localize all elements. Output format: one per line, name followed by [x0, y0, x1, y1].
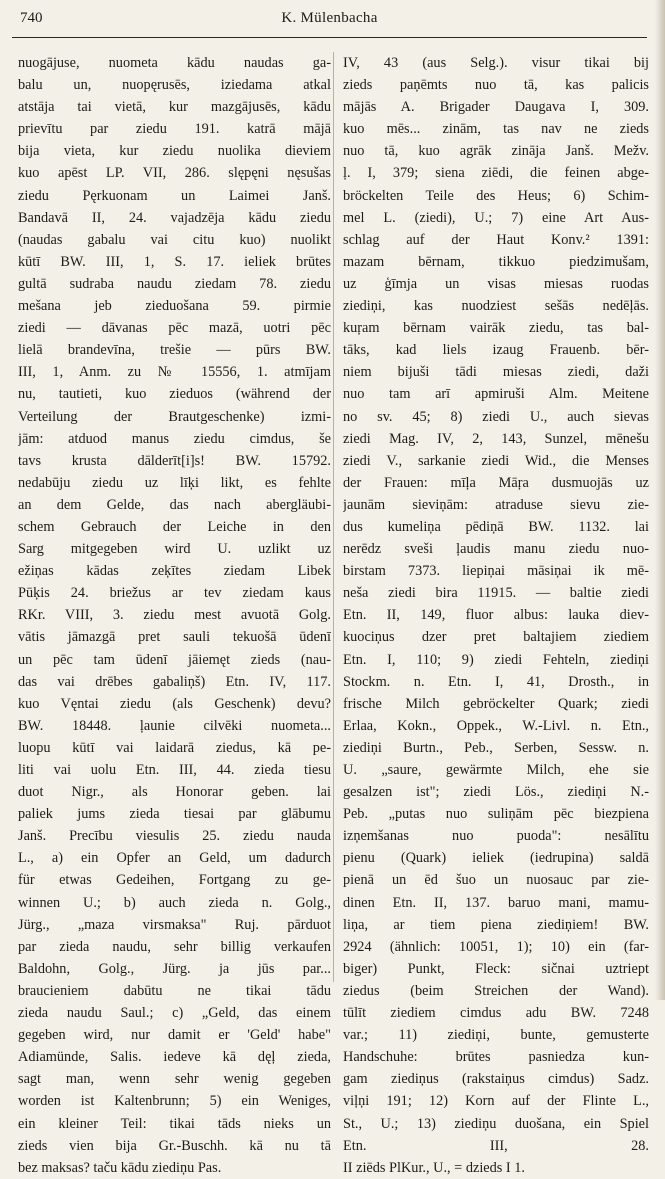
text-line: Janš. Precību viesulis 25. ziedu nauda: [18, 828, 331, 845]
text-line: zieds vien bija Gr.-Buschh. kā nu tā: [18, 1137, 331, 1154]
text-line: Peb. „putas nuo suliņām pēc biezpiena: [343, 806, 649, 823]
text-line: St., U.; 13) ziediņu duošana, ein Spiel: [343, 1115, 649, 1132]
text-line: ziedus (beim Streichen der Wand).: [343, 982, 649, 999]
text-line: jaunām sieviņām: atraduse sievu zie-: [343, 496, 649, 513]
text-line: gesalzen ist"; ziedi Lös., ziediņi N.-: [343, 784, 649, 801]
text-line: kuociņus dzer pret baltajiem ziediem: [343, 629, 649, 646]
text-line: tavs krusta dālderīt[i]s! BW. 15792.: [18, 452, 331, 469]
text-line: nuo tam arī apmiruši Alm. Meitene: [343, 386, 649, 403]
text-line: III, 1, Anm. zu № 15556, 1. atmījam: [18, 364, 331, 381]
text-line: nu, tautieti, kuo zieduos (während der: [18, 386, 331, 403]
text-line: gultā sudraba naudu ziedam 78. ziedu: [18, 275, 331, 292]
text-line: biger) Punkt, Fleck: sičnai uztriept: [343, 960, 649, 977]
text-line: der Frauen: mīļa Māŗa dusmuojās uz: [343, 474, 649, 491]
text-line: zieda naudu Saul.; c) „Geld, das einem: [18, 1005, 331, 1022]
text-line: Bandavā II, 24. vajadzēja kādu ziedu: [18, 209, 331, 226]
text-line: IV, 43 (aus Selg.). visur tikai bij: [343, 55, 649, 71]
text-line: mājās A. Brigader Daugava I, 309.: [343, 99, 649, 116]
text-line: ziedi V., sarkanie ziedi Wid., die Menses: [343, 452, 649, 469]
text-line: schem Gebrauch der Leiche in den: [18, 518, 331, 535]
text-line: Verteilung der Brautgeschenke) izmi-: [18, 408, 331, 425]
text-line: nerēdz sveši ļaudis manu ziedu nuo-: [343, 541, 649, 558]
text-line: gegeben wird, nur damit er 'Geld' habe": [18, 1027, 331, 1044]
text-line: paliek jums zieda tiesai par glābumu: [18, 806, 331, 823]
text-line: ziedi Mag. IV, 2, 143, Sunzel, mēnešu: [343, 430, 649, 447]
text-line: gam ziediņus (rakstaiņus cimdus) Sadz.: [343, 1071, 649, 1088]
text-line: Handschuhe: brūtes pasniedza kun-: [343, 1049, 649, 1066]
text-line: liņa, ar tiem piena ziediņiem! BW.: [343, 916, 649, 933]
text-line: bija vieta, kur ziedu nuolika dieviem: [18, 143, 331, 160]
text-line: U. „saure, gewärmte Milch, ehe sie: [343, 762, 649, 778]
text-line: uz ģīmja un visas miesas ruodas: [343, 275, 649, 292]
text-line: jām: atduod manus ziedu cimdus, še: [18, 430, 331, 447]
text-line: Adiamünde, Salis. iedeve kā dęļ zieda,: [18, 1049, 331, 1066]
text-line: var.; 11) ziediņi, bunte, gemusterte: [343, 1027, 649, 1044]
text-line: Jürg., „maza virsmaksa" Ruj. pārduot: [18, 916, 331, 933]
column-gutter: [333, 52, 334, 982]
text-line: ein kleiner Teil: tikai tāds nieks un: [18, 1115, 331, 1132]
text-line: prievītu par ziedu 191. katrā mājā: [18, 121, 331, 138]
text-line: lielā brandevīna, trešie — pūrs BW.: [18, 342, 331, 359]
text-line: ziedu Pęrkuonam un Laimei Janš.: [18, 187, 331, 204]
text-line: viļņi 191; 12) Korn auf der Flinte L.,: [343, 1093, 649, 1110]
text-line: Stockm. n. Etn. I, 41, Drosth., in: [343, 673, 649, 690]
text-line: II ziēds PlKur., U., = dzieds I 1.: [343, 1159, 525, 1176]
right-column: [343, 52, 649, 1179]
text-line: bröckelten Teile des Heus; 6) Schim-: [343, 187, 649, 204]
text-line: (naudas gabalu vai citu kuo) nuolikt: [18, 231, 331, 248]
text-line: sagt man, wenn sehr wenig gegeben: [18, 1071, 331, 1088]
text-line: bez maksas? taču kādu ziediņu Pas.: [18, 1159, 222, 1176]
text-line: BW. 18448. ļaunie cilvēki nuometa...: [18, 717, 331, 734]
text-line: ežiņas kādas zeķītes ziedam Libek: [18, 563, 331, 580]
text-line: izņemšanas nuo puoda": nesālītu: [343, 828, 649, 845]
text-line: neša ziedi bira 11915. — baltie ziedi: [343, 585, 649, 602]
text-line: braucieniem dabūtu ne tikai tādu: [18, 982, 331, 999]
text-line: vātis jāmazgā pret sauli tekuošā ūdenī: [18, 629, 331, 646]
header-rule: [12, 37, 647, 38]
text-line: pienā un ēd šuo un nuosauc par zie-: [343, 872, 649, 889]
text-line: 2924 (ähnlich: 10051, 1); 10) ein (far-: [343, 938, 649, 955]
text-line: liti vai uolu Etn. III, 44. zieda tiesu: [18, 762, 331, 778]
text-line: birstam 7373. liepiņai māsiņai ik mē-: [343, 563, 649, 580]
text-line: kūtī BW. III, 1, S. 17. ieliek brūtes: [18, 253, 331, 270]
page-header: [12, 10, 647, 34]
text-line: kuo apēst LP. VII, 286. slępęni nęsušas: [18, 165, 331, 182]
text-line: RKr. VIII, 3. ziedu mest avuotā Golg.: [18, 607, 331, 624]
text-line: das vai drēbes gabaliņš) Etn. IV, 117.: [18, 673, 331, 690]
text-line: ziedi — dāvanas pēc mazā, uotri pēc: [18, 320, 331, 337]
text-line: tūlīt ziediem cimdus adu BW. 7248: [343, 1005, 649, 1022]
text-line: niem bijuši tādi miesas ziedi, daži: [343, 364, 649, 381]
text-line: Etn. II, 149, fluor albus: lauka diev-: [343, 607, 649, 624]
text-line: worden ist Kaltenbrunn; 5) ein Weniges,: [18, 1093, 331, 1110]
text-line: L., a) ein Opfer an Geld, um dadurch: [18, 850, 331, 867]
text-line: par zieda naudu, sehr billig verkaufen: [18, 938, 331, 955]
text-line: ļ. I, 379; siena ziēdi, die feinen abge-: [343, 165, 649, 182]
text-line: für etwas Gedeihen, Fortgang zu ge-: [18, 872, 331, 889]
text-line: mazam bērnam, tikkuo piedzimušam,: [343, 253, 649, 270]
text-line: no sv. 45; 8) ziedi U., auch sievas: [343, 408, 649, 425]
text-line: un pēc tam ūdenī jāiemęt zieds (nau-: [18, 651, 331, 668]
text-line: balu un, nuopęrusēs, iziedama atkal: [18, 77, 331, 94]
text-line: schlag auf der Haut Konv.² 1391:: [343, 231, 649, 248]
text-line: duot Nigr., als Honorar geben. lai: [18, 784, 331, 801]
text-line: Baldohn, Golg., Jürg. ja jūs par...: [18, 960, 331, 977]
text-line: luopu kūtī vai laidarā ziedus, kā pe-: [18, 739, 331, 756]
text-line: Etn. I, 110; 9) ziedi Fehteln, ziediņi: [343, 651, 649, 668]
text-line: zieds paņēmts nuo tā, kas palicis: [343, 77, 649, 94]
text-line: an dem Gelde, das nach abergläubi-: [18, 496, 331, 513]
text-line: pienu (Quark) ieliek (iedrupina) saldā: [343, 850, 649, 867]
left-column: [18, 52, 331, 1179]
text-line: frische Milch gebröckelter Quark; ziedi: [343, 695, 649, 712]
text-line: nuo tā, kuo agrāk zināja Janš. Mežv.: [343, 143, 649, 160]
text-line: nedabūju ziedu uz līķi likt, es fehlte: [18, 474, 331, 491]
text-line: Sarg mitgegeben wird U. uzlikt uz: [18, 541, 331, 558]
text-line: kuŗam bērnam vairāk ziedu, tas bal-: [343, 320, 649, 337]
text-line: nuogājuse, nuometa kādu naudas ga-: [18, 55, 331, 71]
page-number: 740: [20, 10, 43, 26]
text-line: kuo Vęntai ziedu (als Geschenk) devu?: [18, 695, 331, 712]
text-line: Erlaa, Kokn., Oppek., W.-Livl. n. Etn.,: [343, 717, 649, 734]
text-line: dus kumeliņa pēdiņā BW. 1132. lai: [343, 518, 649, 535]
book-spine-shadow: [655, 0, 665, 1000]
text-line: ziediņi, kas nuodziest sešās nedēļās.: [343, 298, 649, 315]
text-line: ziediņi Burtn., Peb., Serben, Sessw. n.: [343, 739, 649, 756]
text-line: winnen U.; b) auch zieda n. Golg.,: [18, 894, 331, 911]
text-line: Pūķis 24. briežus ar tev ziedam kaus: [18, 585, 331, 602]
text-line: kuo mēs... zinām, tas nav ne zieds: [343, 121, 649, 138]
text-line: Etn. III, 28.: [343, 1137, 649, 1154]
text-line: mešana jeb zieduošana 59. pirmie: [18, 298, 331, 315]
running-title: K. Mülenbacha: [281, 10, 378, 26]
text-line: dinen Etn. II, 137. baruo mani, mamu-: [343, 894, 649, 911]
text-line: tāks, kad liels izaug Frauenb. bēr-: [343, 342, 649, 359]
text-line: atstāja tai vietā, kur mazgājusēs, kādu: [18, 99, 331, 116]
text-line: mel L. (ziedi), U.; 7) eine Art Aus-: [343, 209, 649, 226]
